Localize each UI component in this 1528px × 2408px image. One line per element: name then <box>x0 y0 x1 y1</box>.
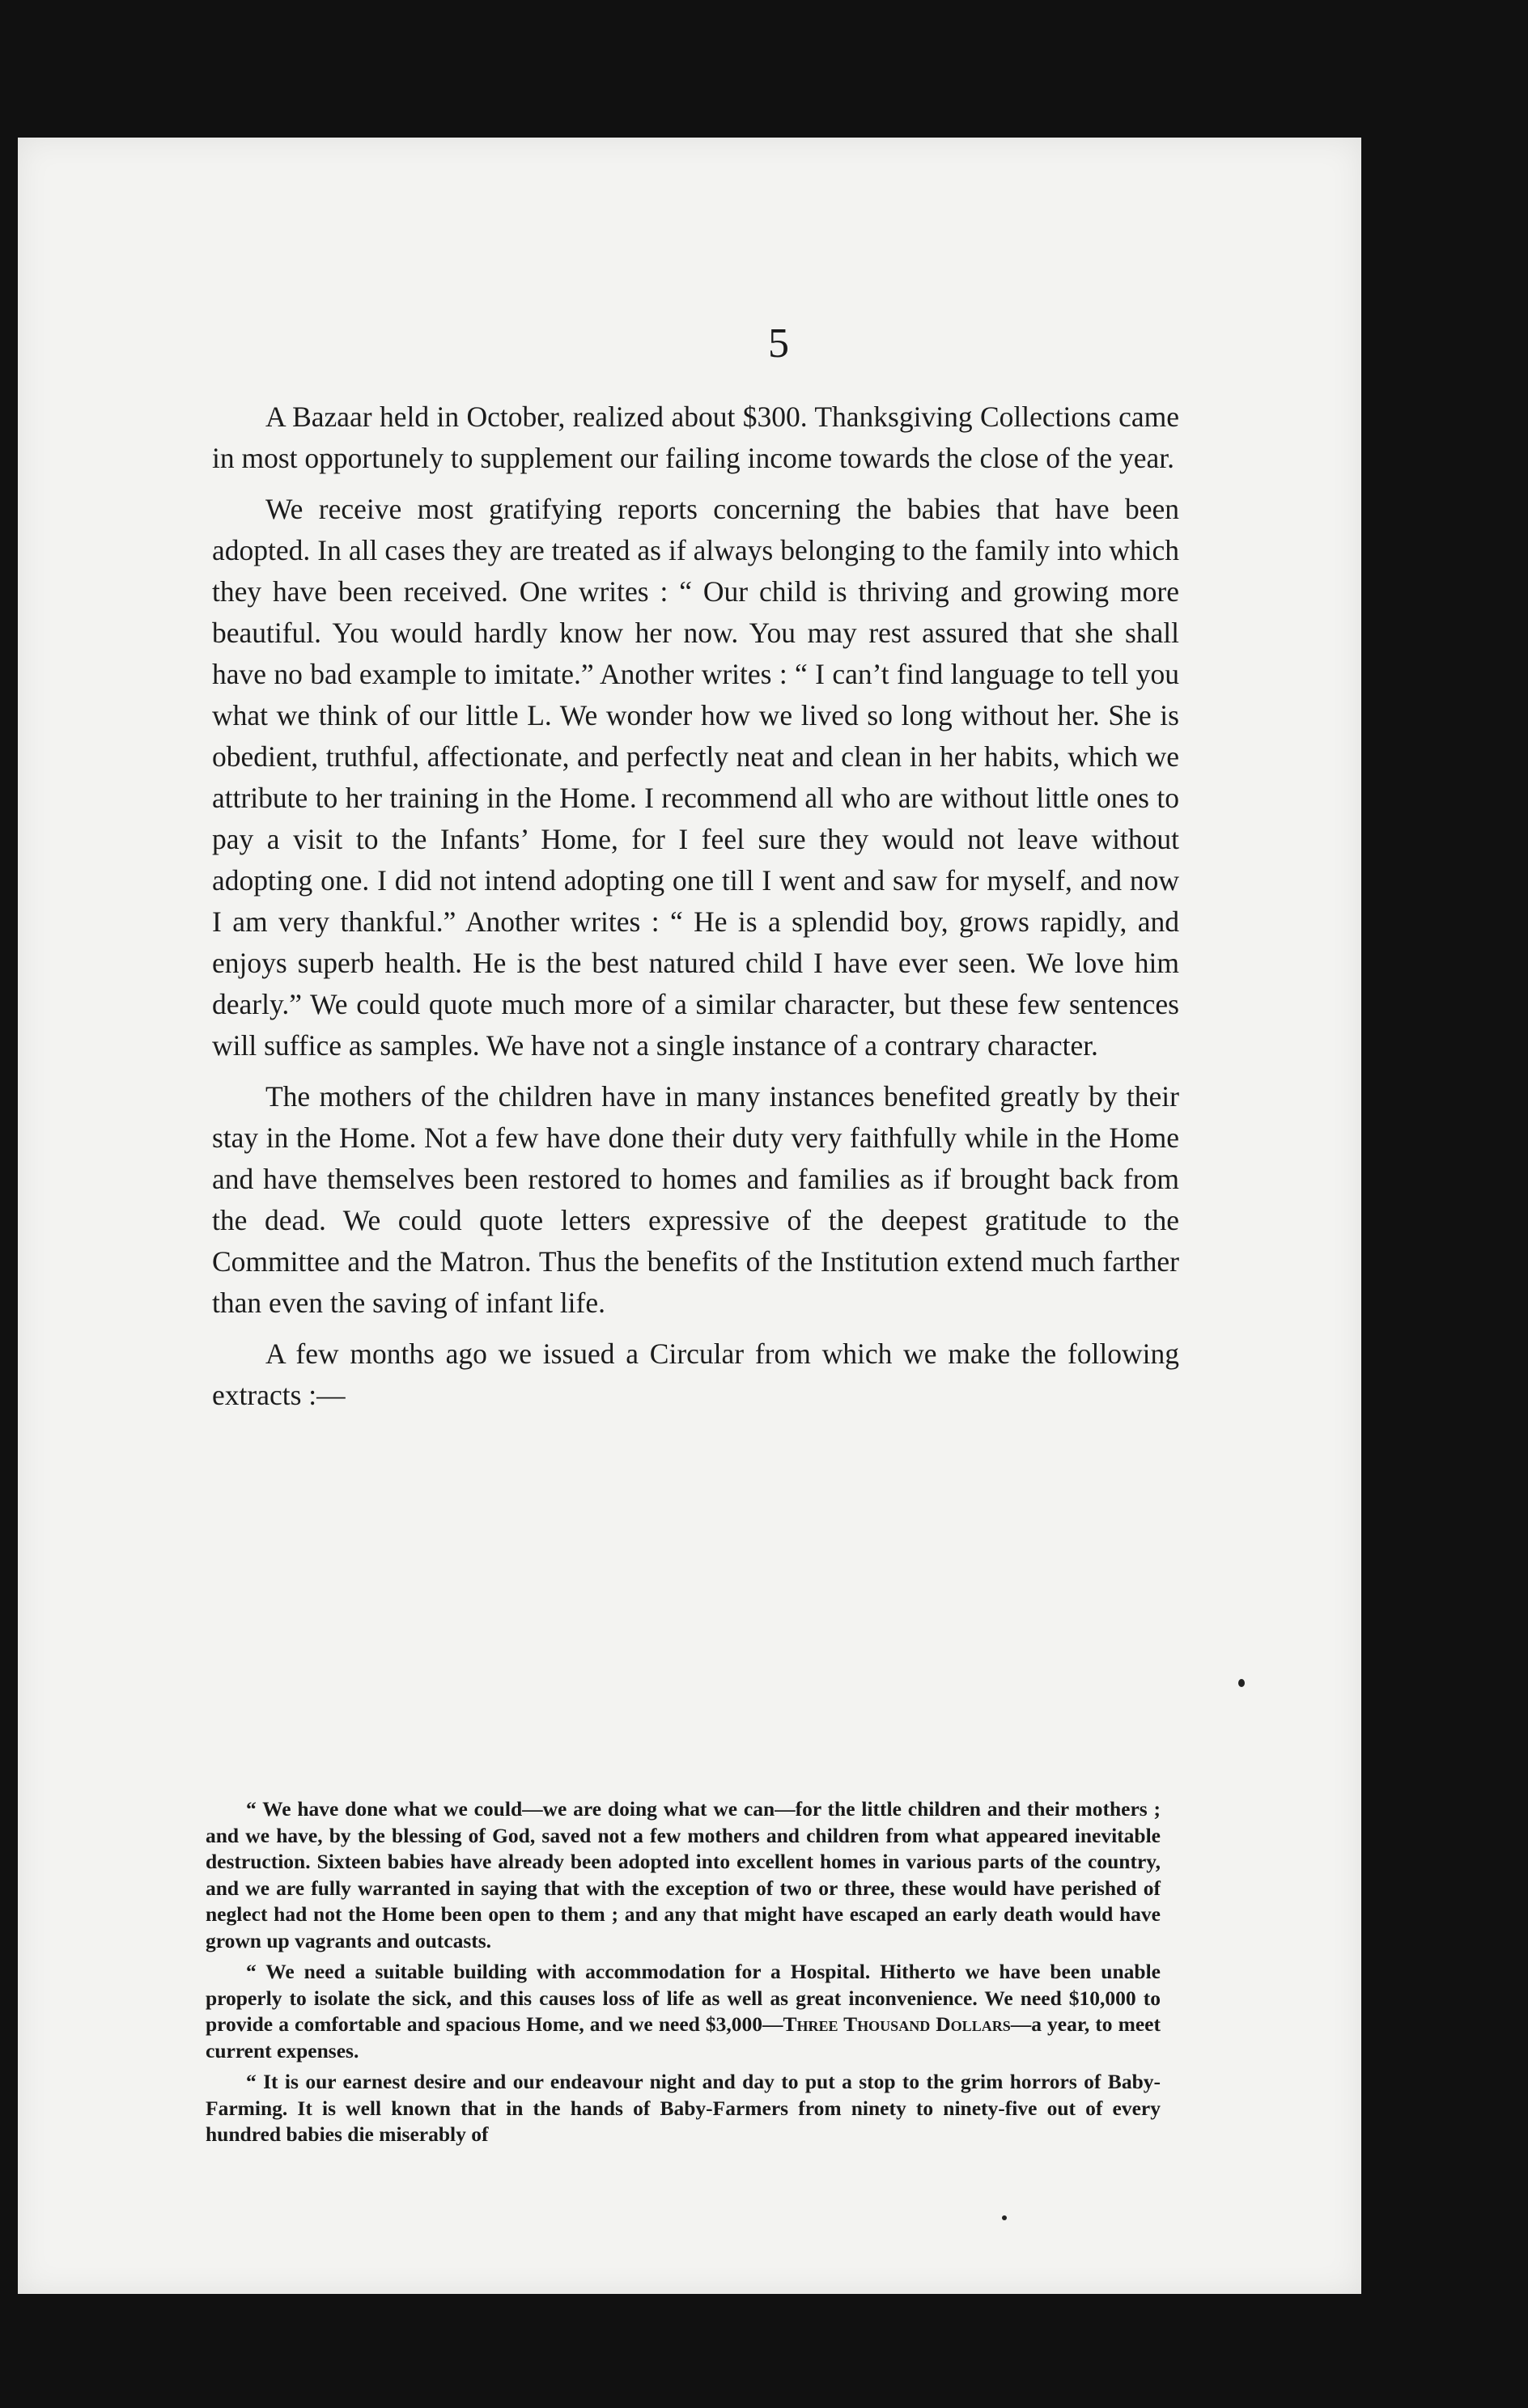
ink-speck <box>1002 2215 1007 2220</box>
paragraph-mothers: The mothers of the children have in many instances benefited greatly by their stay in the Home. Not a few have done their duty very faithfully while in the Home and have themselves been restored to homes and families as if brought back from the dead. We could quote letters expressive of the deepest gratitude to the Committee and the Matron. Thus the benefits of the Institution extend much farther than even the saving of infant life. <box>212 1080 1179 1319</box>
document-page <box>18 138 1361 2294</box>
extract-text: —a year, to meet current expenses. <box>206 2012 1161 2062</box>
extract-small-caps: Three Thousand Dollars <box>783 2012 1011 2036</box>
body-text <box>212 396 1179 1426</box>
page-number: 5 <box>768 320 789 367</box>
ink-speck <box>1238 1679 1245 1687</box>
circular-extracts <box>206 1796 1161 2153</box>
paragraph-bazaar: A Bazaar held in October, realized about $300. Thanksgiving Collections came in most opportunely to supplement our failing income towards the close of the year. <box>212 401 1179 474</box>
extract-text: “ We need a suitable building with accommodation for a Hospital. Hitherto we have been unable properly to isolate the sick, and this causes loss of life as well as great inconvenience. We need $10,000 to provide a comfortable and spacious Home, and we need $3,000— <box>206 1960 1161 2036</box>
extract-quote: “ We have done what we could—we are doing what we can—for the little children and their mothers ; and we have, by the blessing of God, saved not a few mothers and children from what appeared inevitable destruction. Sixteen babies have already been adopted into excellent homes in various parts of the country, and we are fully warranted in saying that with the exception of two or three, these would have perished of neglect had not the Home been open to them ; and any that might have escaped an early death would have grown up vagrants and outcasts. <box>206 1797 1161 1952</box>
paragraph-adoption-reports: We receive most gratifying reports concerning the babies that have been adopted. In all cases they are treated as if always belonging to the family into which they have been received. One writes : “ Our child is thriving and growing more beautiful. You would hardly know her now. You may rest assured that she shall have no bad example to imitate.” Another writes : “ I can’t find language to tell you what we think of our little L. We wonder how we lived so long without her. She is obedient, truthful, affectionate, and perfectly neat and clean in her habits, which we attribute to her training in the Home. I recommend all who are without little ones to pay a visit to the Infants’ Home, for I feel sure they would not leave without adopting one. I did not intend adopting one till I went and saw for myself, and now I am very thankful.” Another writes : “ He is a splendid boy, grows rapidly, and enjoys superb health. He is the best natured child I have ever seen. We love him dearly.” We could quote much more of a similar character, but these few sentences will suffice as samples. We have not a single instance of a contrary character. <box>212 493 1179 1062</box>
extract-quote-hospital <box>206 1959 1161 2064</box>
paragraph-circular: A few months ago we issued a Circular from which we make the following extracts :— <box>212 1338 1179 1411</box>
extract-quote-baby-farming: “ It is our earnest desire and our endeavour night and day to put a stop to the grim horrors of Baby-Farming. It is well known that in the hands of Baby-Farmers from ninety to ninety-five out of every hundred babies die miserably of <box>206 2070 1161 2146</box>
